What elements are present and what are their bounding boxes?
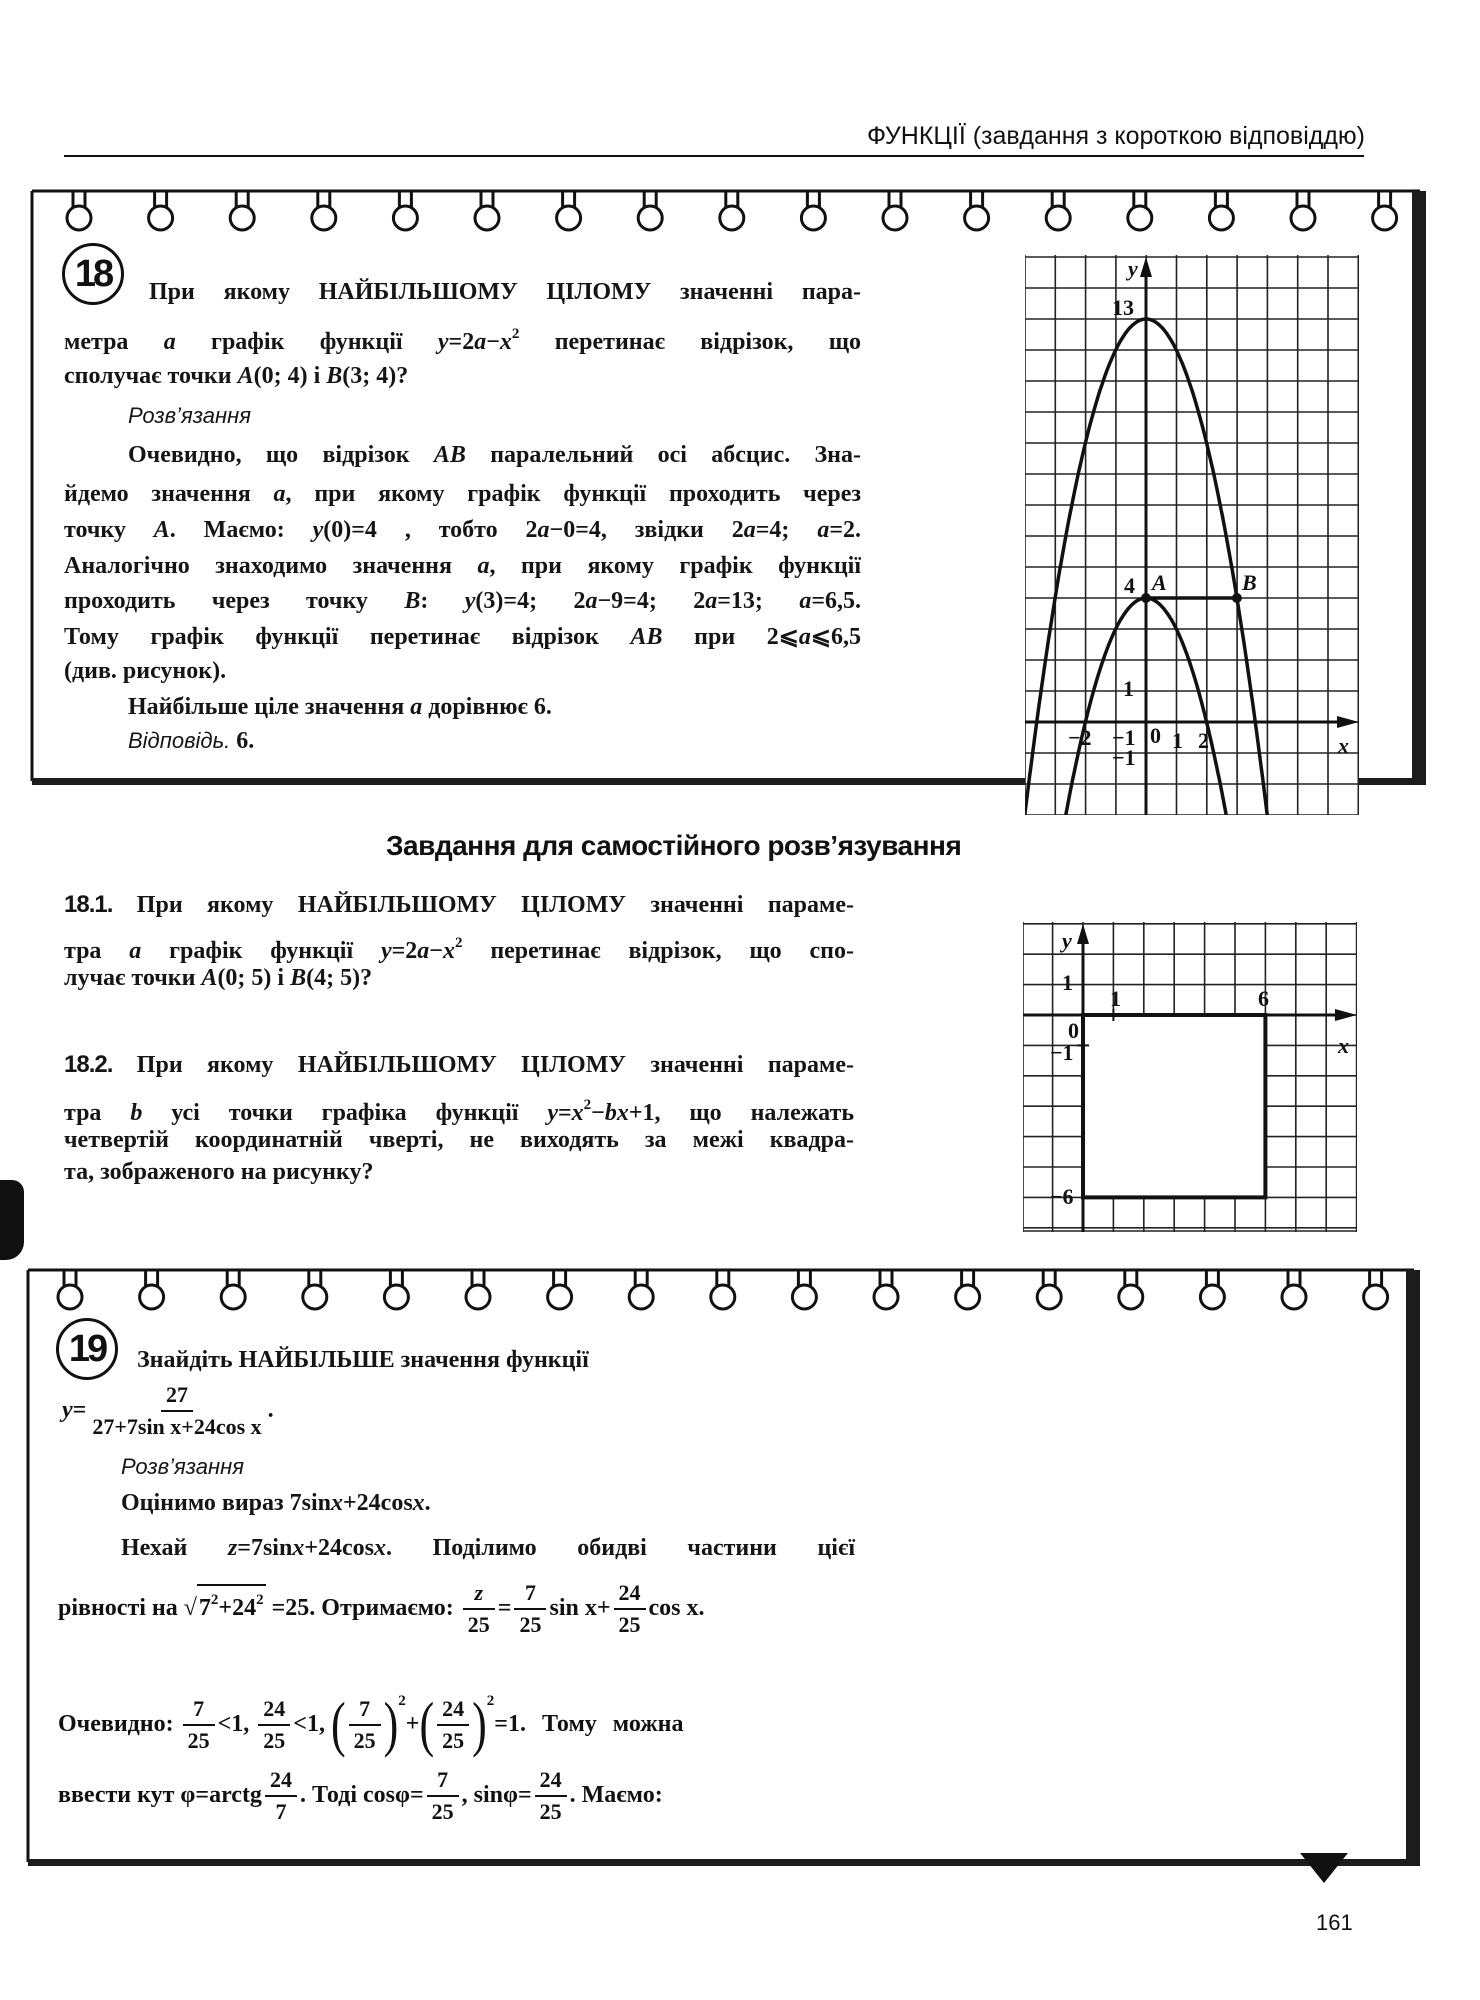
math-variable: z <box>227 1535 238 1561</box>
text-segment: (0; 5) і <box>217 965 291 991</box>
binder-ring-icon <box>466 1285 490 1309</box>
text-segment: +24cos <box>343 1490 413 1516</box>
text: =1. Тому можна <box>494 1711 684 1737</box>
frame-right-edge <box>1412 191 1426 785</box>
text: = <box>497 1595 512 1621</box>
text-segment: тра <box>64 1100 131 1126</box>
text: <1, <box>293 1711 331 1737</box>
task19-title <box>137 1343 589 1377</box>
math-variable: A <box>237 363 254 389</box>
math-variable: bx <box>604 1100 629 1126</box>
binder-ring-icon <box>1364 1285 1388 1309</box>
fig2-tick-ym1: −1 <box>1050 1040 1074 1065</box>
fraction <box>463 1581 495 1637</box>
binder-ring-icon <box>312 206 336 230</box>
text-segment: Відповідь. <box>128 728 231 753</box>
binder-ring-icon <box>711 1285 735 1309</box>
text-segment: Оцінимо вираз 7sin <box>121 1490 331 1516</box>
binder-ring-icon <box>393 206 417 230</box>
math-variable: a <box>585 588 598 614</box>
exponent: 2 <box>210 1592 219 1608</box>
exercise-18-2-line <box>64 1155 373 1189</box>
numerator: 7 <box>349 1697 381 1726</box>
binder-ring-icon <box>140 1285 164 1309</box>
math-variable: AB <box>433 442 466 468</box>
text-segment: . Маємо: <box>169 517 313 543</box>
denominator: 25 <box>187 1728 210 1754</box>
text-segment: (3; 4)? <box>342 363 409 389</box>
binder-ring-icon <box>1119 1285 1143 1309</box>
point-b <box>1232 593 1242 603</box>
fraction <box>183 1697 215 1753</box>
exponent: 2 <box>256 1592 264 1608</box>
binder-ring-icon <box>1128 206 1152 230</box>
math-variable: a <box>474 329 487 355</box>
binder-ring-icon <box>1046 206 1070 230</box>
task18-line <box>149 275 861 309</box>
fig18-y-axis-label: y <box>1128 256 1138 281</box>
task19-number-badge: 19 <box>56 1318 118 1380</box>
text: cos x. <box>648 1595 705 1621</box>
math-variable: a <box>705 588 718 614</box>
text-segment: Очевидно, що відрізок <box>128 442 434 468</box>
fig2-tick-y1: 1 <box>1062 970 1073 995</box>
numerator: 7 <box>514 1581 546 1610</box>
text-segment: (0)=4 , тобто 2 <box>323 517 538 543</box>
task18-line <box>64 584 861 618</box>
text-segment: − <box>486 329 500 355</box>
fig2-tick-ym6: −6 <box>1050 1184 1074 1209</box>
fig18-x-axis-label: x <box>1338 733 1349 758</box>
math-variable: y <box>380 938 392 964</box>
paren: ) <box>472 1690 487 1760</box>
text-segment: (0; 4) і <box>253 363 327 389</box>
func-lhs: y <box>62 1397 73 1423</box>
text-segment: − <box>429 938 443 964</box>
binder-ring-icon <box>638 206 662 230</box>
text-segment: , при якому графік функції проходить через <box>285 481 861 507</box>
radicand-part: 7 <box>198 1595 211 1621</box>
fig18-tick-ym1: −1 <box>1112 745 1136 770</box>
binder-ring-icon <box>965 206 989 230</box>
paren: ) <box>383 1690 399 1760</box>
text: , sinφ= <box>461 1782 532 1808</box>
math-variable: y <box>312 517 324 543</box>
exponent: 2 <box>486 1693 495 1709</box>
numerator: z <box>463 1581 495 1610</box>
square-region <box>1083 1015 1265 1197</box>
math-variable: a <box>743 517 756 543</box>
task19-line <box>121 1486 431 1520</box>
denominator: 25 <box>431 1799 454 1825</box>
task19-solution-label <box>121 1450 244 1484</box>
func-fraction <box>89 1383 264 1439</box>
binder-ring-icon <box>149 206 173 230</box>
math-variable: B <box>290 965 307 991</box>
task18-number-badge: 18 <box>62 243 124 305</box>
binder-ring-icon <box>1373 206 1397 230</box>
text-segment: =13; <box>717 588 800 614</box>
text-segment: (4; 5)? <box>306 965 373 991</box>
math-variable: x <box>331 1490 343 1516</box>
exercise-18-2-line <box>64 1048 854 1082</box>
text-segment: =4; <box>755 517 818 543</box>
text-segment: Тому графік функції перетинає відрізок <box>64 624 631 650</box>
text-segment: графік функції <box>141 938 381 964</box>
text-segment: , при якому графік функції <box>489 553 861 579</box>
text-segment: тра <box>64 938 130 964</box>
math-variable: a <box>273 481 286 507</box>
binder-ring-icon <box>1282 1285 1306 1309</box>
numerator: 24 <box>614 1581 646 1610</box>
math-variable: a <box>817 517 830 543</box>
text-segment: усі точки графіка функції <box>142 1100 548 1126</box>
frame-bottom-edge <box>28 1859 1420 1866</box>
task18-answer <box>128 724 254 758</box>
exercises-heading: Завдання для самостійного розв’язування <box>386 830 962 861</box>
continue-triangle-icon <box>1300 1853 1348 1885</box>
task18-line <box>64 654 226 688</box>
task18-line <box>128 690 552 724</box>
binder-ring-icon <box>1291 206 1315 230</box>
fig18-tick-x2: 2 <box>1198 728 1209 753</box>
text-segment: . Поділимо обидві частини цієї <box>385 1535 855 1561</box>
text: ввести кут φ=arctg <box>58 1782 262 1808</box>
text-segment: 18.2. <box>64 1051 113 1078</box>
text-segment: =2. <box>829 517 861 543</box>
fraction <box>437 1697 469 1753</box>
text-segment: (див. рисунок). <box>64 658 227 684</box>
task18-line <box>64 477 861 511</box>
denominator: 25 <box>618 1612 641 1638</box>
text-segment: проходить через точку <box>64 588 405 614</box>
binder-ring-icon <box>548 1285 572 1309</box>
task19-line-4 <box>58 1666 684 1760</box>
task18-line <box>64 549 861 583</box>
math-variable: y <box>547 1100 558 1126</box>
denominator: 25 <box>442 1728 465 1754</box>
text: =25. Отримаємо: <box>265 1595 460 1621</box>
text-segment: сполучає точки <box>64 363 238 389</box>
binder-ring-icon <box>58 1285 82 1309</box>
math-variable: x <box>442 938 455 964</box>
text-segment: Нехай <box>121 1535 228 1561</box>
binder-ring-icon <box>557 206 581 230</box>
numerator: 7 <box>427 1768 459 1797</box>
binder-ring-icon <box>230 206 254 230</box>
task19-line-3 <box>58 1573 705 1643</box>
task19-line <box>121 1531 855 1565</box>
fig18-tick-4: 4 <box>1124 573 1135 598</box>
fig2-tick-x6: 6 <box>1258 986 1269 1011</box>
text-segment: лучає точки <box>64 965 202 991</box>
text-segment: При якому НАЙБІЛЬШОМУ ЦІЛОМУ значенні параме- <box>112 1052 854 1078</box>
exercise-18-1-line <box>64 888 854 922</box>
math-variable: x <box>571 1100 584 1126</box>
math-variable: b <box>130 1100 143 1126</box>
point-a <box>1141 593 1151 603</box>
text-segment: при 2⩽ <box>662 624 799 650</box>
text-segment: та, зображеного на рисунку? <box>64 1159 374 1185</box>
binder-ring-icon <box>720 206 744 230</box>
text: рівності на <box>58 1595 184 1621</box>
superscript: 2 <box>511 326 520 342</box>
exercise-18-2-line <box>64 1088 855 1126</box>
text-segment: : <box>420 588 465 614</box>
text-segment: Найбільше ціле значення <box>128 694 411 720</box>
text-segment: −0=4, звідки 2 <box>549 517 744 543</box>
text-segment: +24cos <box>304 1535 374 1561</box>
text-segment: Аналогічно знаходимо значення <box>64 553 478 579</box>
numerator: 24 <box>258 1697 290 1726</box>
binder-ring-icon <box>1209 206 1233 230</box>
fraction <box>258 1697 290 1753</box>
numerator: 24 <box>437 1697 469 1726</box>
denominator: 25 <box>263 1728 286 1754</box>
text-segment: 18.1. <box>64 891 113 918</box>
fig18-tick-xm1: −1 <box>1112 725 1136 750</box>
task18-line <box>64 513 861 547</box>
denominator: 25 <box>353 1728 376 1754</box>
math-variable: AB <box>630 624 663 650</box>
math-variable: x <box>373 1535 386 1561</box>
math-variable: a <box>798 624 811 650</box>
text-segment: Знайдіть НАЙБІЛЬШЕ значення функції <box>137 1347 589 1373</box>
text-segment: перетинає відрізок, що спо- <box>462 938 854 964</box>
text-segment: . <box>424 1490 431 1516</box>
math-variable: y <box>464 588 476 614</box>
task18-line <box>64 359 408 393</box>
fig18-tick-x1: 1 <box>1172 728 1183 753</box>
task18-line <box>64 317 861 355</box>
text: <1, <box>217 1711 256 1737</box>
math-variable: a <box>129 938 142 964</box>
text-segment: =2 <box>391 938 418 964</box>
binder-ring-icon <box>883 206 907 230</box>
fraction <box>427 1768 459 1824</box>
text-segment: Розв’язання <box>128 403 251 428</box>
superscript: 2 <box>454 935 463 951</box>
math-variable: a <box>163 329 176 355</box>
binder-ring-icon <box>303 1285 327 1309</box>
denominator: 25 <box>519 1612 542 1638</box>
func-eq: = <box>72 1397 87 1423</box>
paren: ( <box>330 1690 346 1760</box>
sqrt-expression: $√7^2+24^2$ <box>184 1573 266 1643</box>
math-variable: x <box>292 1535 305 1561</box>
text-segment: дорівнює 6. <box>422 694 552 720</box>
binder-ring-icon <box>801 206 825 230</box>
frame-right-edge <box>1406 1270 1420 1866</box>
task19-line-5 <box>58 1760 663 1830</box>
denominator: 25 <box>467 1612 490 1638</box>
exponent: 2 <box>398 1693 406 1709</box>
task18-solution-label <box>128 399 251 433</box>
binder-ring-icon <box>1037 1285 1061 1309</box>
numerator: 24 <box>535 1768 567 1797</box>
text-segment: =2 <box>448 329 475 355</box>
page-number: 161 <box>1316 1910 1353 1935</box>
math-variable: x <box>412 1490 425 1516</box>
fraction <box>535 1768 567 1824</box>
text: Очевидно: <box>58 1711 180 1737</box>
fig2-y-axis-label: y <box>1062 928 1072 953</box>
text-segment: йдемо значення <box>64 481 274 507</box>
func-end: . <box>267 1397 274 1423</box>
superscript: 2 <box>583 1097 592 1113</box>
math-variable: x <box>499 329 512 355</box>
text-segment: четвертій координатній чверті, не виходять за межі квадра- <box>64 1127 854 1153</box>
fig2-tick-x1: 1 <box>1110 986 1121 1011</box>
fraction <box>614 1581 646 1637</box>
denominator: 25 <box>539 1799 562 1825</box>
text-segment: − <box>591 1100 605 1126</box>
text-segment: При якому НАЙБІЛЬШОМУ ЦІЛОМУ значенні параме- <box>112 892 854 918</box>
math-variable: A <box>201 965 218 991</box>
denominator: 7 <box>275 1799 287 1825</box>
text-segment: паралельний осі абсцис. Зна- <box>465 442 861 468</box>
fraction <box>514 1581 546 1637</box>
binder-ring-icon <box>475 206 499 230</box>
text-segment: 6. <box>230 728 255 754</box>
fig18-origin: 0 <box>1150 723 1161 748</box>
paren: ( <box>419 1690 435 1760</box>
exercise-18-1-line <box>64 926 854 964</box>
math-variable: a <box>410 694 423 720</box>
task18-line <box>128 438 861 472</box>
text-segment: +1, що належать <box>628 1100 855 1126</box>
fig2-origin: 0 <box>1068 1018 1079 1043</box>
task18-line <box>64 620 861 654</box>
text-segment: =6,5. <box>811 588 861 614</box>
fraction <box>265 1768 297 1824</box>
math-variable: a <box>417 938 430 964</box>
text-segment: (3)=4; 2 <box>475 588 586 614</box>
math-variable: B <box>404 588 421 614</box>
fraction <box>349 1697 381 1753</box>
text: . Тоді cosφ= <box>299 1782 424 1808</box>
radicand-part: +24 <box>218 1595 257 1621</box>
running-header: ФУНКЦІЇ (завдання з короткою відповіддю) <box>867 122 1365 150</box>
text-segment: =7sin <box>237 1535 293 1561</box>
math-variable: a <box>799 588 812 614</box>
text-segment: точку <box>64 517 154 543</box>
numerator: 24 <box>265 1768 297 1797</box>
fig2-x-axis-label: x <box>1338 1033 1349 1058</box>
math-variable: A <box>153 517 170 543</box>
task19-function <box>62 1375 274 1445</box>
math-variable: a <box>477 553 490 579</box>
text-segment: = <box>557 1100 572 1126</box>
text-segment: Розв’язання <box>121 1454 244 1479</box>
func-numerator: 27 <box>161 1383 193 1412</box>
func-denominator: 27+7sin x+24cos x <box>92 1414 262 1440</box>
binder-ring-icon <box>629 1285 653 1309</box>
text-segment: перетинає відрізок, що <box>519 329 861 355</box>
binder-ring-icon <box>956 1285 980 1309</box>
math-variable: y <box>437 329 449 355</box>
text-segment: При якому НАЙБІЛЬШОМУ ЦІЛОМУ значенні пара- <box>149 279 861 305</box>
fig18-point-b-label: B <box>1242 570 1257 595</box>
text: . Маємо: <box>569 1782 663 1808</box>
binder-ring-icon <box>67 206 91 230</box>
fig18-point-a-label: A <box>1152 570 1167 595</box>
text: + <box>405 1711 420 1737</box>
exercise-18-1-line <box>64 961 372 995</box>
fig18-tick-xm2: −2 <box>1068 725 1092 750</box>
fig18-tick-13: 13 <box>1112 295 1134 320</box>
numerator: 7 <box>183 1697 215 1726</box>
binder-ring-icon <box>1200 1285 1224 1309</box>
text-segment: −9=4; 2 <box>597 588 706 614</box>
text-segment: ⩽6,5 <box>810 624 861 650</box>
binder-ring-icon <box>221 1285 245 1309</box>
text-segment: метра <box>64 329 164 355</box>
text-segment: графік функції <box>175 329 438 355</box>
math-variable: B <box>326 363 343 389</box>
fig18-tick-y1: 1 <box>1123 676 1134 701</box>
exercise-18-2-line <box>64 1123 854 1157</box>
binder-ring-icon <box>384 1285 408 1309</box>
binder-ring-icon <box>792 1285 816 1309</box>
math-variable: a <box>537 517 550 543</box>
text: sin x+ <box>549 1595 611 1621</box>
binder-ring-icon <box>874 1285 898 1309</box>
